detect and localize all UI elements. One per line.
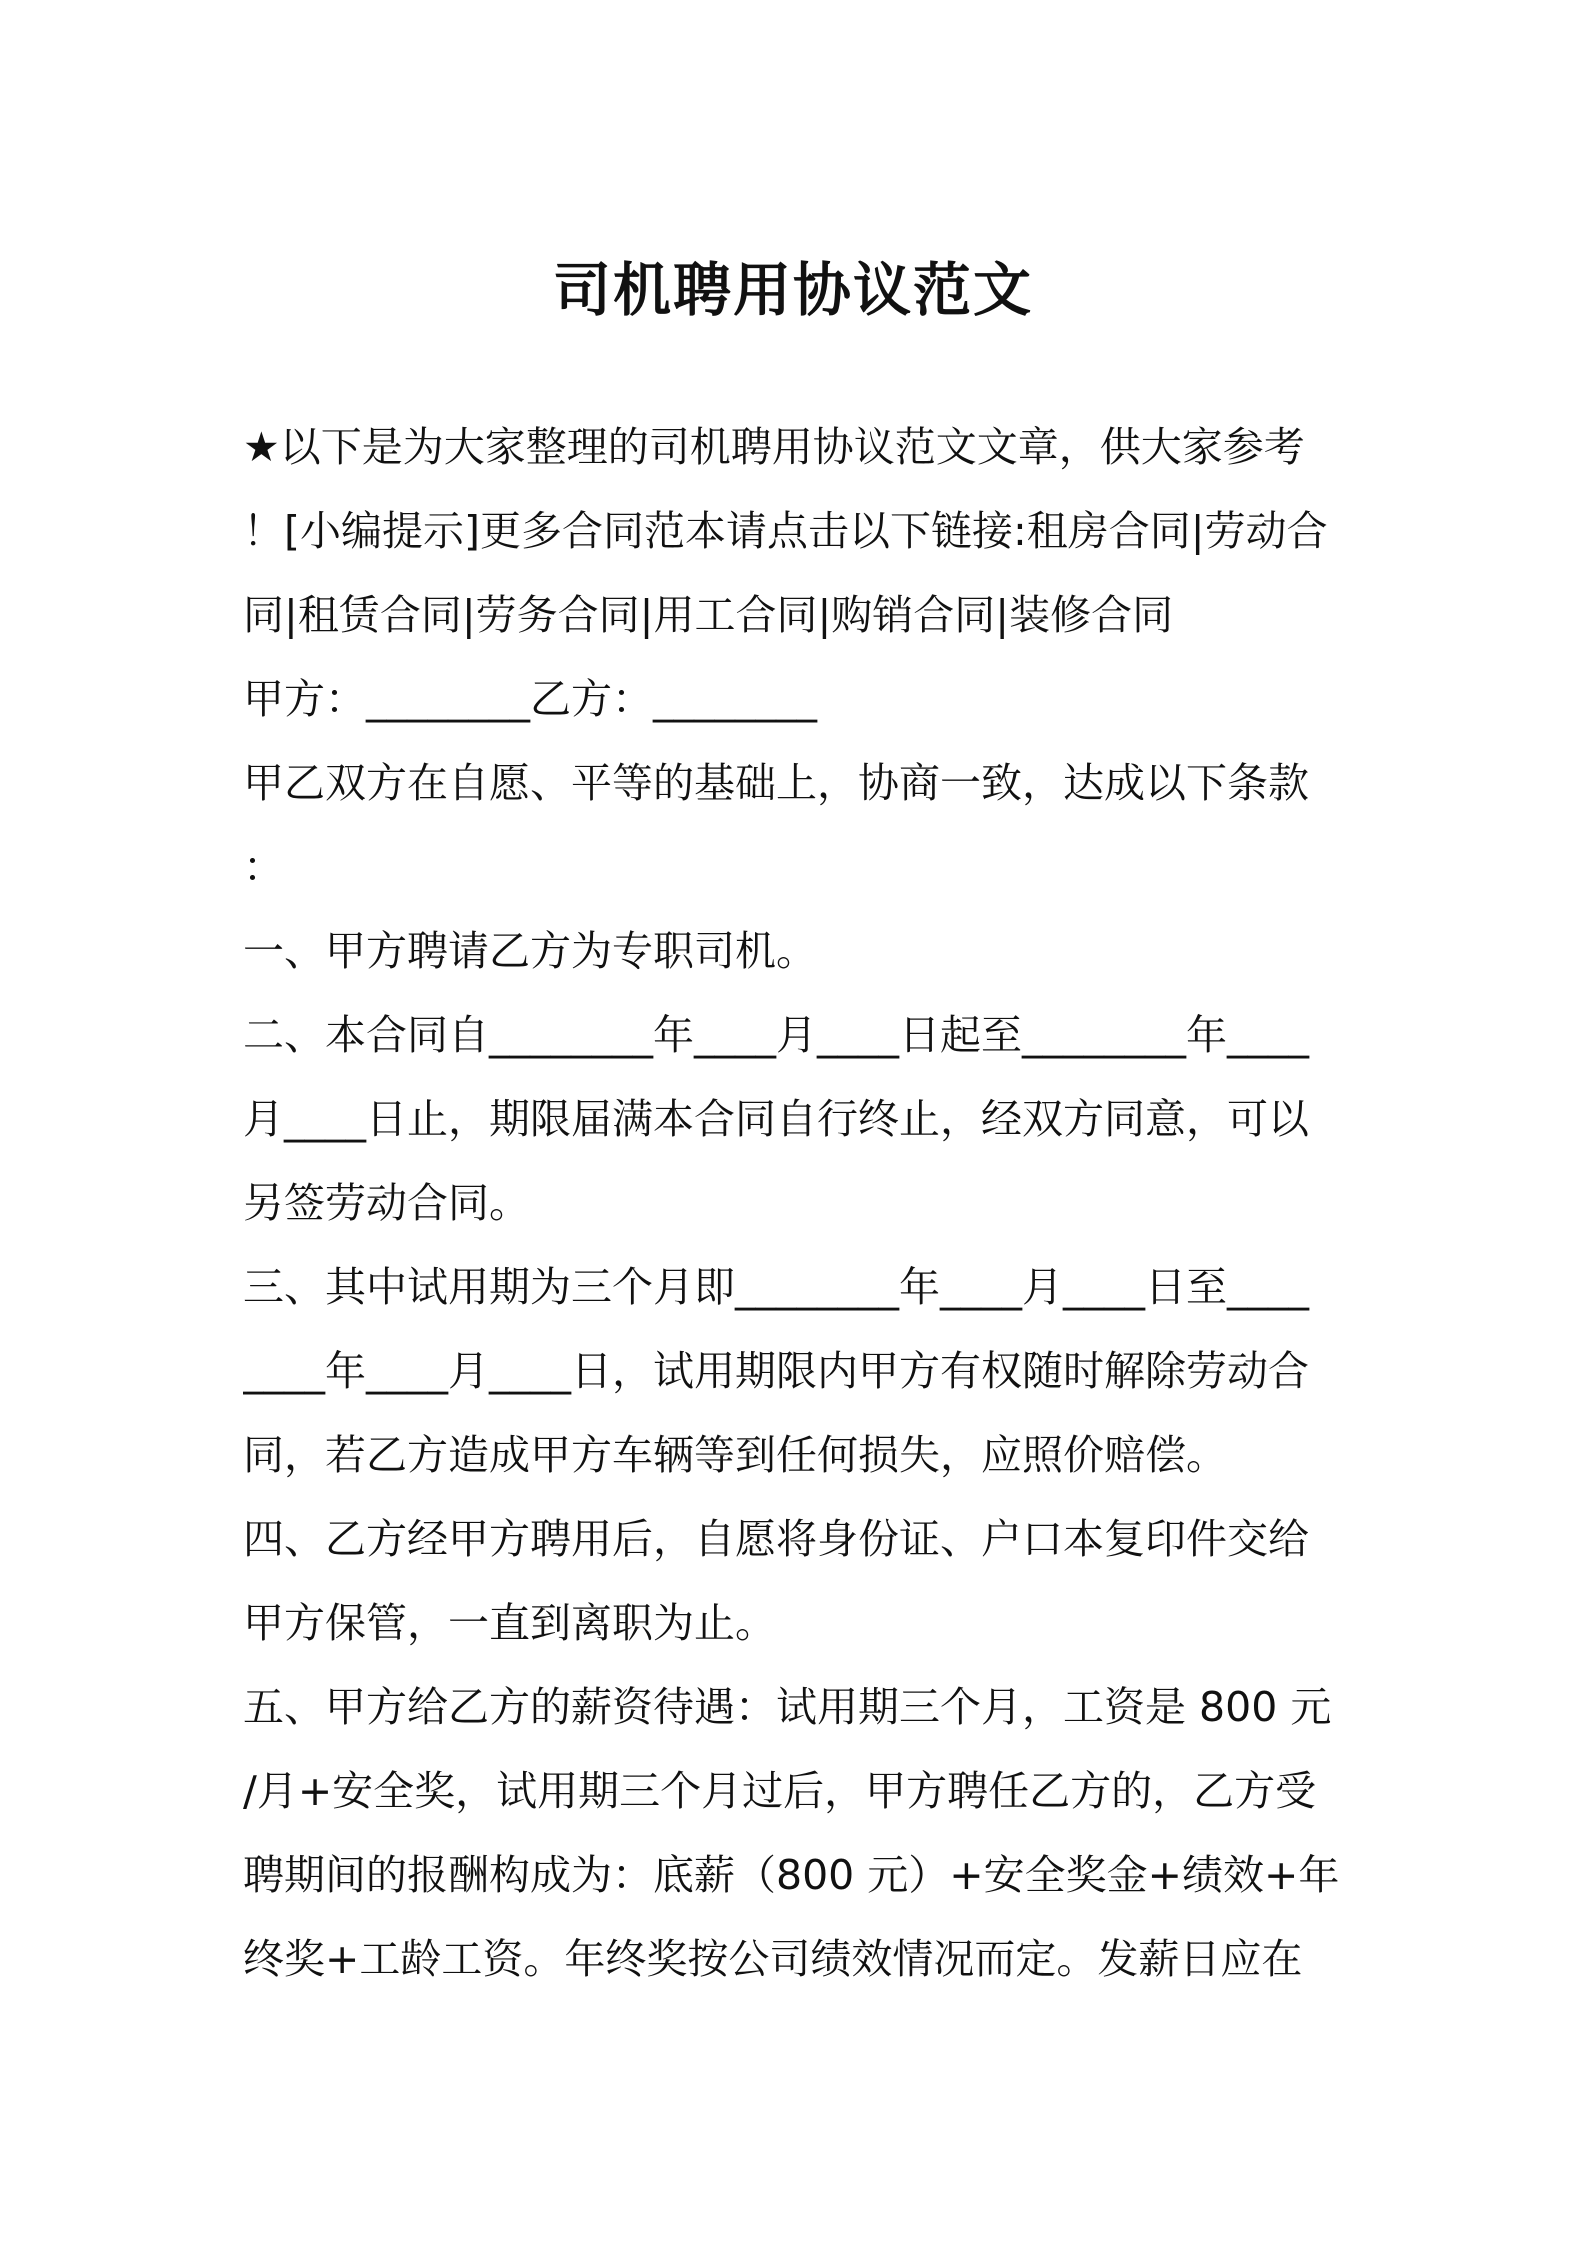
body-line: 一、甲方聘请乙方为专职司机。 <box>243 927 817 975</box>
body-line: ★以下是为大家整理的司机聘用协议范文文章，供大家参考 <box>243 423 1305 471</box>
body-line: ： <box>243 843 284 891</box>
body-line: 甲乙双方在自愿、平等的基础上，协商一致，达成以下条款 <box>243 759 1309 807</box>
body-line: 同，若乙方造成甲方车辆等到任何损失，应照价赔偿。 <box>243 1431 1227 1479</box>
body-line: 月____日止，期限届满本合同自行终止，经双方同意，可以 <box>243 1095 1309 1143</box>
body-line: 四、乙方经甲方聘用后，自愿将身份证、户口本复印件交给 <box>243 1515 1309 1563</box>
body-line: 另签劳动合同。 <box>243 1179 530 1227</box>
body-line: 终奖+工龄工资。年终奖按公司绩效情况而定。发薪日应在 <box>243 1935 1303 1983</box>
body-line: 五、甲方给乙方的薪资待遇：试用期三个月，工资是 800 元 <box>243 1683 1332 1731</box>
body-line: ____年____月____日，试用期限内甲方有权随时解除劳动合 <box>243 1347 1309 1395</box>
body-line: 甲方：________乙方：________ <box>243 675 817 723</box>
body-line: 同|租赁合同|劳务合同|用工合同|购销合同|装修合同 <box>243 591 1174 639</box>
document-title: 司机聘用协议范文 <box>552 256 1033 324</box>
document-body <box>243 405 1355 2001</box>
body-line: 三、其中试用期为三个月即________年____月____日至____ <box>243 1263 1309 1311</box>
body-line: ！[小编提示]更多合同范本请点击以下链接:租房合同|劳动合 <box>243 507 1328 555</box>
body-line: 聘期间的报酬构成为：底薪（800 元）+安全奖金+绩效+年 <box>243 1851 1340 1899</box>
body-line: 二、本合同自________年____月____日起至________年____ <box>243 1011 1309 1059</box>
body-line: 甲方保管，一直到离职为止。 <box>243 1599 776 1647</box>
body-line: /月+安全奖，试用期三个月过后，甲方聘任乙方的，乙方受 <box>243 1767 1317 1815</box>
